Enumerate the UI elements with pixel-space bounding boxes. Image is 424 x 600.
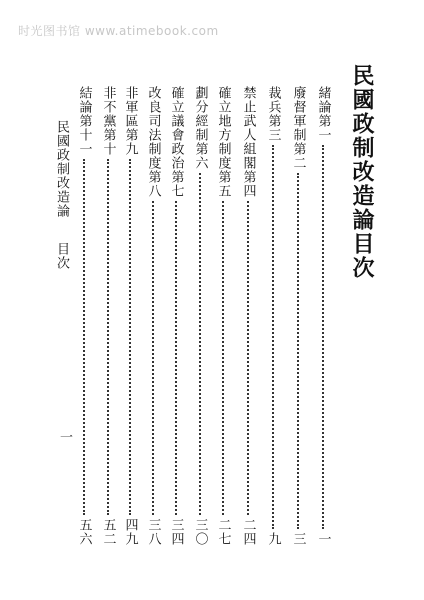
running-head xyxy=(55,120,68,270)
toc-entry-label: 劃分經制第六 xyxy=(192,86,208,170)
dot-leader xyxy=(222,201,225,515)
toc-entry-page: 四九 xyxy=(122,518,138,546)
toc-entry-7 xyxy=(168,86,184,546)
running-head-book-title: 民國政制改造論 xyxy=(54,120,69,218)
page-title: 民國政制改造論目次 xyxy=(349,64,375,280)
dot-leader xyxy=(107,159,110,515)
toc-entry-10 xyxy=(100,86,116,546)
toc-entry-page: 三 xyxy=(290,532,306,546)
dot-leader xyxy=(83,159,86,515)
toc-entry-label: 結論第十一 xyxy=(76,86,92,156)
toc-entry-label: 廢督軍制第二 xyxy=(290,86,306,170)
running-head-section: 目次 xyxy=(54,242,69,270)
toc-entry-page: 五二 xyxy=(100,518,116,546)
dot-leader xyxy=(175,201,178,515)
toc-entry-11 xyxy=(76,86,92,546)
toc-entry-page: 二七 xyxy=(215,518,231,546)
toc-entry-label: 非軍區第九 xyxy=(122,86,138,156)
toc-entry-label: 改良司法制度第八 xyxy=(145,86,161,198)
dot-leader xyxy=(152,201,155,515)
toc-entry-label: 緒論第一 xyxy=(315,86,331,142)
toc-entry-page: 五六 xyxy=(76,518,92,546)
toc-entry-page: 一 xyxy=(315,532,331,546)
toc-entry-page: 二四 xyxy=(240,518,256,546)
dot-leader xyxy=(272,145,275,529)
toc-entry-label: 裁兵第三 xyxy=(265,86,281,142)
toc-entry-5 xyxy=(215,86,231,546)
dot-leader xyxy=(297,173,300,529)
dot-leader xyxy=(129,159,132,515)
toc-entry-label: 禁止武人組閣第四 xyxy=(240,86,256,198)
toc-entry-1 xyxy=(315,86,331,546)
page-number: 一 xyxy=(57,430,72,443)
toc-entry-page: 九 xyxy=(265,532,281,546)
toc-entry-2 xyxy=(290,86,306,546)
toc-entry-page: 三四 xyxy=(168,518,184,546)
dot-leader xyxy=(322,145,325,529)
toc-entry-6 xyxy=(192,86,208,546)
dot-leader xyxy=(247,201,250,515)
dot-leader xyxy=(199,173,202,515)
watermark: 时光图书馆 www.atimebook.com xyxy=(18,24,219,38)
toc-entry-page: 三〇 xyxy=(192,518,208,546)
toc-entry-label: 非不黨第十 xyxy=(100,86,116,156)
toc-entry-label: 確立地方制度第五 xyxy=(215,86,231,198)
toc-entry-page: 三八 xyxy=(145,518,161,546)
toc-entry-3 xyxy=(265,86,281,546)
toc-entry-label: 確立議會政治第七 xyxy=(168,86,184,198)
toc-entry-9 xyxy=(122,86,138,546)
toc-entry-4 xyxy=(240,86,256,546)
toc-entry-8 xyxy=(145,86,161,546)
